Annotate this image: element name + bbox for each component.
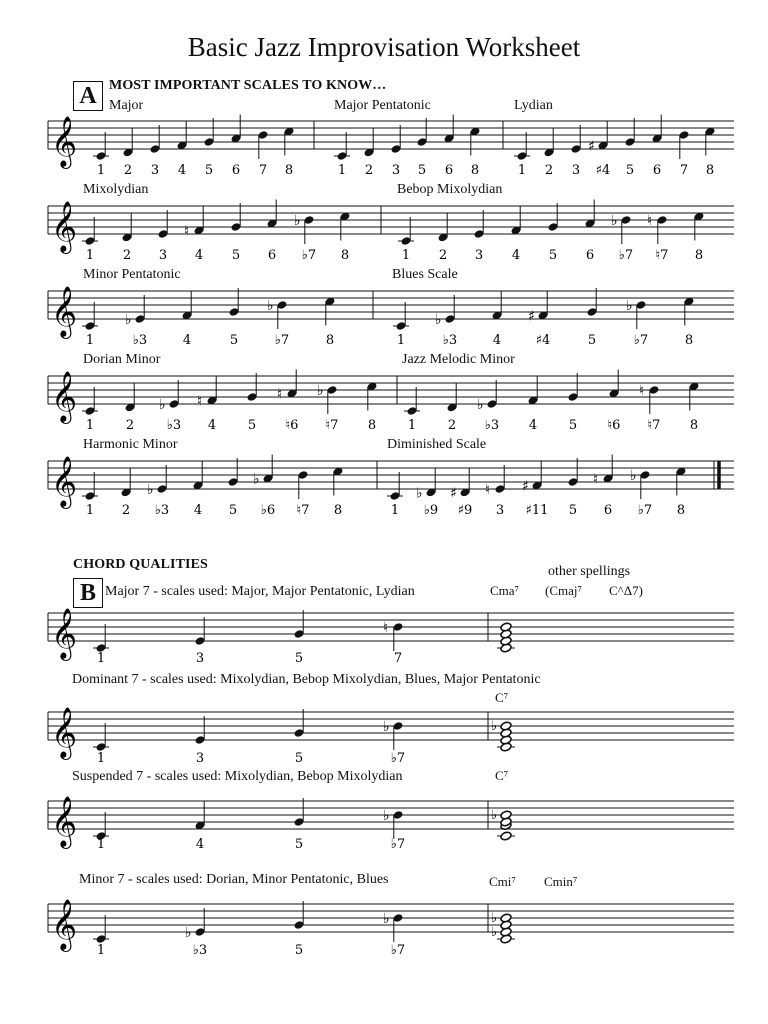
scale-degree-label: ♭7 — [390, 837, 406, 852]
flat-icon: ♭ — [294, 213, 301, 229]
scale-degree-label: 2 — [125, 418, 135, 433]
scale-degree-label: 5 — [294, 651, 304, 666]
scale-degree-label: ♮6 — [607, 418, 621, 433]
sharp-icon: ♯ — [522, 478, 529, 495]
flat-icon: ♭ — [491, 808, 498, 823]
scale-degree-label: 6 — [585, 248, 595, 263]
scale-degree-label: 1 — [407, 418, 417, 433]
scale-degree-label: ♭3 — [154, 503, 170, 518]
section-b-heading: CHORD QUALITIES — [73, 557, 208, 572]
scale-name-major-pentatonic: Major Pentatonic — [334, 98, 431, 113]
scale-name-mixolydian: Mixolydian — [83, 182, 149, 197]
scale-degree-label: ♯4 — [535, 333, 551, 348]
scale-degree-label: 8 — [333, 503, 343, 518]
chord-caption-minor7: Minor 7 - scales used: Dorian, Minor Pentatonic, Blues — [79, 872, 389, 887]
scale-degree-label: 2 — [123, 163, 133, 178]
chord-note — [500, 831, 512, 841]
flat-icon: ♭ — [267, 298, 274, 314]
scale-degree-label: 5 — [228, 503, 238, 518]
scale-name-harmonic-minor: Harmonic Minor — [83, 437, 178, 452]
scale-degree-label: 8 — [284, 163, 294, 178]
scale-degree-label: ♭6 — [260, 503, 276, 518]
scale-degree-label: 5 — [568, 503, 578, 518]
scale-degree-label: 1 — [517, 163, 527, 178]
chord-symbol-cmaj7: (Cmaj⁷ — [545, 583, 583, 598]
flat-icon: ♭ — [317, 383, 324, 399]
scale-name-dorian-minor: Dorian Minor — [83, 352, 161, 367]
scale-degree-label: 5 — [568, 418, 578, 433]
scale-degree-label: 4 — [528, 418, 538, 433]
section-a-heading: MOST IMPORTANT SCALES TO KNOW… — [109, 78, 387, 93]
scale-degree-label: 6 — [267, 248, 277, 263]
scale-name-bebop-mixolydian: Bebop Mixolydian — [397, 182, 503, 197]
natural-icon: ♮ — [647, 213, 653, 229]
scale-degree-label: 2 — [447, 418, 457, 433]
scale-degree-label: 4 — [492, 333, 502, 348]
scale-degree-label: 1 — [85, 248, 95, 263]
natural-icon: ♮ — [593, 471, 599, 488]
scale-degree-label: 7 — [258, 163, 268, 178]
chord-symbol-cma7: Cma⁷ — [490, 583, 520, 598]
scale-name-lydian: Lydian — [514, 98, 553, 113]
scale-degree-label: 5 — [294, 751, 304, 766]
scale-degree-label: ♭7 — [637, 503, 653, 518]
scale-degree-label: 1 — [85, 333, 95, 348]
scale-degree-label: 2 — [364, 163, 374, 178]
scale-degree-label: 8 — [705, 163, 715, 178]
natural-icon: ♮ — [184, 223, 190, 240]
section-b-letter: B — [73, 578, 103, 608]
scale-degree-label: 4 — [182, 333, 192, 348]
scale-degree-label: ♭7 — [390, 751, 406, 766]
scale-degree-label: 7 — [393, 651, 403, 666]
scale-degree-label: ♭9 — [423, 503, 439, 518]
scale-degree-label: 1 — [390, 503, 400, 518]
treble-clef-icon: 𝄞 — [51, 201, 78, 252]
scale-degree-label: 1 — [396, 333, 406, 348]
scale-degree-label: ♮7 — [647, 418, 661, 433]
scale-degree-label: 5 — [548, 248, 558, 263]
scale-degree-label: ♭3 — [484, 418, 500, 433]
natural-icon: ♮ — [383, 620, 389, 636]
sharp-icon: ♯ — [528, 308, 535, 325]
scale-degree-label: 6 — [652, 163, 662, 178]
scale-degree-label: 8 — [689, 418, 699, 433]
scale-degree-label: 3 — [158, 248, 168, 263]
scale-degree-label: 2 — [122, 248, 132, 263]
treble-clef-icon: 𝄞 — [51, 608, 78, 659]
scale-degree-label: 8 — [676, 503, 686, 518]
natural-icon: ♮ — [485, 482, 491, 498]
scale-degree-label: 6 — [444, 163, 454, 178]
scale-degree-label: 5 — [294, 837, 304, 852]
flat-icon: ♭ — [383, 911, 390, 927]
chord-symbol-cmi7: Cmi⁷ — [489, 874, 516, 889]
scale-degree-label: 3 — [391, 163, 401, 178]
flat-icon: ♭ — [491, 911, 498, 926]
treble-clef-icon: 𝄞 — [51, 796, 78, 847]
scale-degree-label: ♭3 — [166, 418, 182, 433]
scale-degree-label: ♭7 — [633, 333, 649, 348]
flat-icon: ♭ — [491, 719, 498, 734]
natural-icon: ♮ — [639, 383, 645, 399]
treble-clef-icon: 𝄞 — [51, 371, 78, 422]
scale-degree-label: 3 — [495, 503, 505, 518]
scale-degree-label: 4 — [177, 163, 187, 178]
scale-name-jazz-melodic-minor: Jazz Melodic Minor — [402, 352, 515, 367]
scale-degree-label: 2 — [438, 248, 448, 263]
scale-degree-label: 3 — [474, 248, 484, 263]
scale-degree-label: ♯4 — [595, 163, 611, 178]
flat-icon: ♭ — [477, 397, 484, 413]
scale-degree-label: 5 — [417, 163, 427, 178]
sharp-icon: ♯ — [588, 138, 595, 155]
flat-icon: ♭ — [159, 397, 166, 413]
treble-clef-icon: 𝄞 — [51, 899, 78, 950]
natural-icon: ♮ — [197, 393, 203, 410]
scale-degree-label: ♭7 — [618, 248, 634, 263]
scale-degree-label: 3 — [195, 751, 205, 766]
scale-degree-label: 4 — [193, 503, 203, 518]
scale-degree-label: 8 — [325, 333, 335, 348]
scale-degree-label: ♮7 — [325, 418, 339, 433]
scale-degree-label: 5 — [247, 418, 257, 433]
scale-degree-label: 1 — [96, 837, 106, 852]
scale-degree-label: 1 — [337, 163, 347, 178]
scale-degree-label: ♮7 — [655, 248, 669, 263]
flat-icon: ♭ — [611, 213, 618, 229]
flat-icon: ♭ — [435, 312, 442, 328]
scale-degree-label: 5 — [625, 163, 635, 178]
chord-caption-dominant7: Dominant 7 - scales used: Mixolydian, Bebop Mixolydian, Blues, Major Pentatonic — [72, 672, 541, 687]
scale-degree-label: ♭7 — [390, 943, 406, 958]
natural-icon: ♮ — [277, 386, 283, 403]
scale-degree-label: 8 — [470, 163, 480, 178]
page-title: Basic Jazz Improvisation Worksheet — [187, 32, 581, 62]
scale-degree-label: ♭3 — [192, 943, 208, 958]
scale-degree-label: 1 — [96, 943, 106, 958]
treble-clef-icon: 𝄞 — [51, 286, 78, 337]
scale-degree-label: 3 — [571, 163, 581, 178]
scale-degree-label: ♭3 — [132, 333, 148, 348]
scale-degree-label: 2 — [544, 163, 554, 178]
scale-degree-label: 8 — [694, 248, 704, 263]
other-spellings-label: other spellings — [548, 564, 631, 579]
chord-symbol-c7-sus: C⁷ — [495, 768, 509, 783]
flat-icon: ♭ — [125, 312, 132, 328]
scale-degree-label: 5 — [204, 163, 214, 178]
flat-icon: ♭ — [253, 471, 260, 488]
scale-degree-label: 1 — [96, 163, 106, 178]
scale-degree-label: 6 — [231, 163, 241, 178]
scale-degree-label: 5 — [587, 333, 597, 348]
scale-name-minor-pentatonic: Minor Pentatonic — [83, 267, 181, 282]
treble-clef-icon: 𝄞 — [51, 707, 78, 758]
scale-degree-label: ♯9 — [457, 503, 473, 518]
scale-degree-label: 4 — [195, 837, 205, 852]
scale-degree-label: ♭7 — [301, 248, 317, 263]
flat-icon: ♭ — [383, 808, 390, 824]
scale-degree-label: 3 — [150, 163, 160, 178]
scale-degree-label: 3 — [195, 651, 205, 666]
scale-degree-label: 1 — [401, 248, 411, 263]
chord-caption-suspended7: Suspended 7 - scales used: Mixolydian, Bebop Mixolydian — [72, 769, 403, 784]
treble-clef-icon: 𝄞 — [51, 116, 78, 167]
scale-degree-label: 8 — [367, 418, 377, 433]
scale-degree-label: 5 — [294, 943, 304, 958]
flat-icon: ♭ — [416, 485, 423, 502]
scale-degree-label: 2 — [121, 503, 131, 518]
scale-degree-label: ♯11 — [525, 503, 549, 518]
scale-degree-label: 1 — [96, 751, 106, 766]
scale-name-major: Major — [109, 98, 144, 113]
scale-name-diminished-scale: Diminished Scale — [387, 437, 487, 452]
scale-degree-label: 1 — [96, 651, 106, 666]
sharp-icon: ♯ — [450, 485, 457, 502]
scale-degree-label: 4 — [194, 248, 204, 263]
flat-icon: ♭ — [626, 298, 633, 314]
scale-degree-label: 5 — [231, 248, 241, 263]
flat-icon: ♭ — [630, 468, 637, 484]
chord-caption-major7: Major 7 - scales used: Major, Major Pentatonic, Lydian — [105, 584, 415, 599]
scale-degree-label: 4 — [207, 418, 217, 433]
flat-icon: ♭ — [383, 719, 390, 735]
section-a-letter: A — [73, 81, 103, 111]
scale-degree-label: ♭3 — [442, 333, 458, 348]
scale-degree-label: 7 — [679, 163, 689, 178]
scale-degree-label: ♭7 — [274, 333, 290, 348]
flat-icon: ♭ — [185, 925, 192, 941]
scale-degree-label: 1 — [85, 503, 95, 518]
flat-icon: ♭ — [147, 482, 154, 498]
chord-symbol-c7-dominant: C⁷ — [495, 690, 509, 705]
flat-icon: ♭ — [491, 925, 498, 940]
scale-degree-label: ♮7 — [296, 503, 310, 518]
chord-symbol-cmin7: Cmin⁷ — [544, 874, 578, 889]
scale-degree-label: 6 — [603, 503, 613, 518]
treble-clef-icon: 𝄞 — [51, 456, 78, 507]
scale-degree-label: ♮6 — [285, 418, 299, 433]
scale-degree-label: 8 — [340, 248, 350, 263]
scale-name-blues-scale: Blues Scale — [392, 267, 458, 282]
scale-degree-label: 4 — [511, 248, 521, 263]
scale-degree-label: 1 — [85, 418, 95, 433]
chord-symbol-cdelta7: C^Δ7) — [609, 583, 643, 598]
scale-degree-label: 5 — [229, 333, 239, 348]
scale-degree-label: 8 — [684, 333, 694, 348]
